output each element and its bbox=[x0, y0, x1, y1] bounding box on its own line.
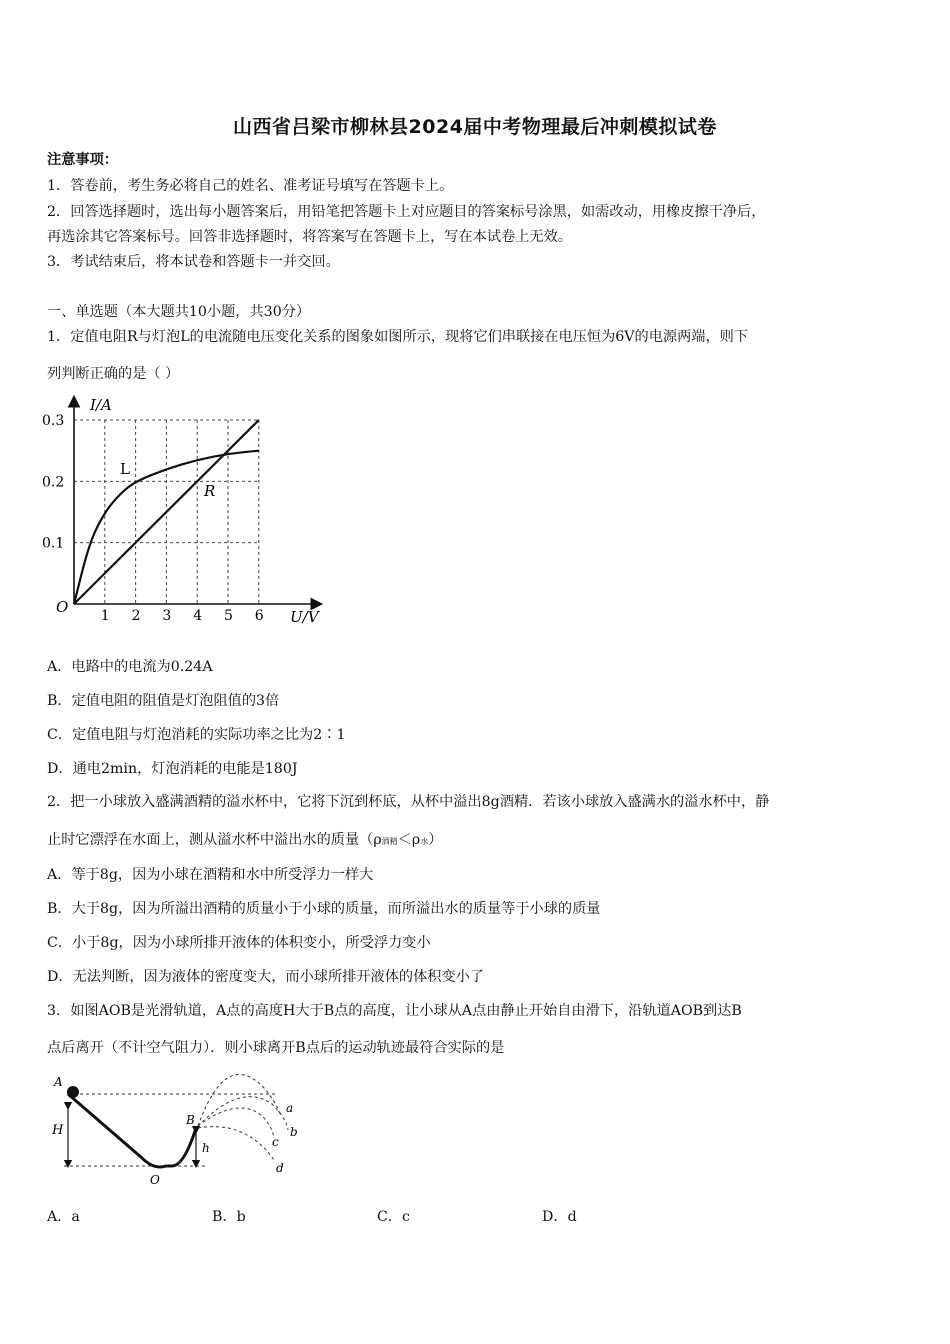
x-tick-label: 3 bbox=[162, 608, 172, 624]
y-tick-label: 0.3 bbox=[42, 413, 65, 429]
q2-stem-line2 bbox=[47, 830, 907, 852]
x-tick-label: 2 bbox=[131, 608, 141, 624]
section-heading: 一、单选题（本大题共10小题，共30分） bbox=[47, 304, 311, 320]
q1-option-c: C．定值电阻与灯泡消耗的实际功率之比为2∶1 bbox=[47, 727, 346, 743]
notice-item: 1．答卷前，考生务必将自己的姓名、准考证号填写在答题卡上。 bbox=[47, 178, 454, 194]
notice-item: 3．考试结束后，将本试卷和答题卡一并交回。 bbox=[47, 254, 340, 270]
origin-label: O bbox=[56, 598, 69, 616]
label-O: O bbox=[150, 1173, 160, 1187]
q2-stem-text: 止时它漂浮在水面上，测从溢水杯中溢出水的质量（ρ bbox=[47, 832, 382, 848]
notice-heading: 注意事项： bbox=[47, 152, 118, 168]
notice-item: 再选涂其它答案标号。回答非选择题时，将答案写在答题卡上，写在本试卷上无效。 bbox=[47, 229, 572, 245]
q2-stem-mid: ＜ρ bbox=[397, 832, 421, 848]
label-a: a bbox=[286, 1101, 294, 1115]
q2-option-b: B．大于8g，因为所溢出酒精的质量小于小球的质量，而所溢出水的质量等于小球的质量 bbox=[47, 901, 601, 917]
q3-stem-line2: 点后离开（不计空气阻力）．则小球离开B点后的运动轨迹最符合实际的是 bbox=[47, 1040, 505, 1056]
q3-option-a: A．a bbox=[47, 1209, 80, 1225]
y-tick-label: 0.1 bbox=[42, 535, 65, 552]
q1-option-d: D．通电2min，灯泡消耗的电能是180J bbox=[47, 761, 298, 777]
series-label-R: R bbox=[204, 482, 216, 500]
series-label-L: L bbox=[120, 460, 130, 478]
q2-option-c: C．小于8g，因为小球所排开液体的体积变小，所受浮力变小 bbox=[47, 935, 431, 951]
q1-option-b: B．定值电阻的阻值是灯泡阻值的3倍 bbox=[47, 693, 280, 709]
notice-item: 2．回答选择题时，选出每小题答案后，用铅笔把答题卡上对应题目的答案标号涂黑，如需改动，用橡皮擦干净后， bbox=[47, 204, 766, 220]
page-title: 山西省吕梁市柳林县2024届中考物理最后冲刺模拟试卷 bbox=[233, 116, 717, 138]
label-H: H bbox=[52, 1123, 64, 1138]
q3-option-c: C．c bbox=[377, 1209, 410, 1225]
q1-stem-line2: 列判断正确的是（ ） bbox=[47, 366, 180, 382]
y-axis-label: I/A bbox=[90, 396, 112, 414]
x-tick-label: 1 bbox=[100, 608, 110, 624]
x-tick-label: 4 bbox=[193, 608, 203, 624]
q2-sub-water: 水 bbox=[420, 837, 429, 846]
label-d: d bbox=[276, 1161, 284, 1175]
label-h: h bbox=[202, 1141, 210, 1155]
track bbox=[68, 1094, 196, 1167]
iu-chart bbox=[38, 390, 338, 635]
q1-option-a: A．电路中的电流为0.24A bbox=[47, 659, 213, 675]
q2-option-a: A．等于8g，因为小球在酒精和水中所受浮力一样大 bbox=[47, 867, 374, 883]
q3-option-b: B．b bbox=[212, 1209, 246, 1225]
label-A: A bbox=[54, 1075, 63, 1089]
ball bbox=[67, 1086, 79, 1098]
label-b: b bbox=[290, 1125, 298, 1139]
track-figure bbox=[46, 1068, 316, 1188]
q1-stem-line1: 1．定值电阻R与灯泡L的电流随电压变化关系的图象如图所示，现将它们串联接在电压恒为6V的电源两端，则下 bbox=[47, 329, 749, 345]
q2-sub-alcohol: 酒精 bbox=[381, 837, 398, 846]
q2-stem-line1: 2．把一小球放入盛满酒精的溢水杯中，它将下沉到杯底，从杯中溢出8g酒精．若该小球放入盛满水的溢水杯中，静 bbox=[47, 794, 770, 810]
q3-stem-line1: 3．如图AOB是光滑轨道，A点的高度H大于B点的高度，让小球从A点由静止开始自由滑下，沿轨道AOB到达B bbox=[47, 1003, 742, 1019]
x-tick-label: 6 bbox=[254, 608, 264, 624]
q3-option-d: D．d bbox=[542, 1209, 577, 1225]
label-B: B bbox=[186, 1113, 195, 1127]
x-axis-label: U/V bbox=[290, 608, 319, 626]
q2-option-d: D．无法判断，因为液体的密度变大，而小球所排开液体的体积变小了 bbox=[47, 969, 485, 985]
series-line-L bbox=[74, 451, 259, 604]
trajectory-c bbox=[198, 1108, 274, 1138]
q2-stem-end: ） bbox=[428, 832, 443, 848]
x-tick-label: 5 bbox=[224, 608, 233, 624]
label-c: c bbox=[272, 1135, 279, 1149]
y-tick-label: 0.2 bbox=[42, 474, 65, 491]
